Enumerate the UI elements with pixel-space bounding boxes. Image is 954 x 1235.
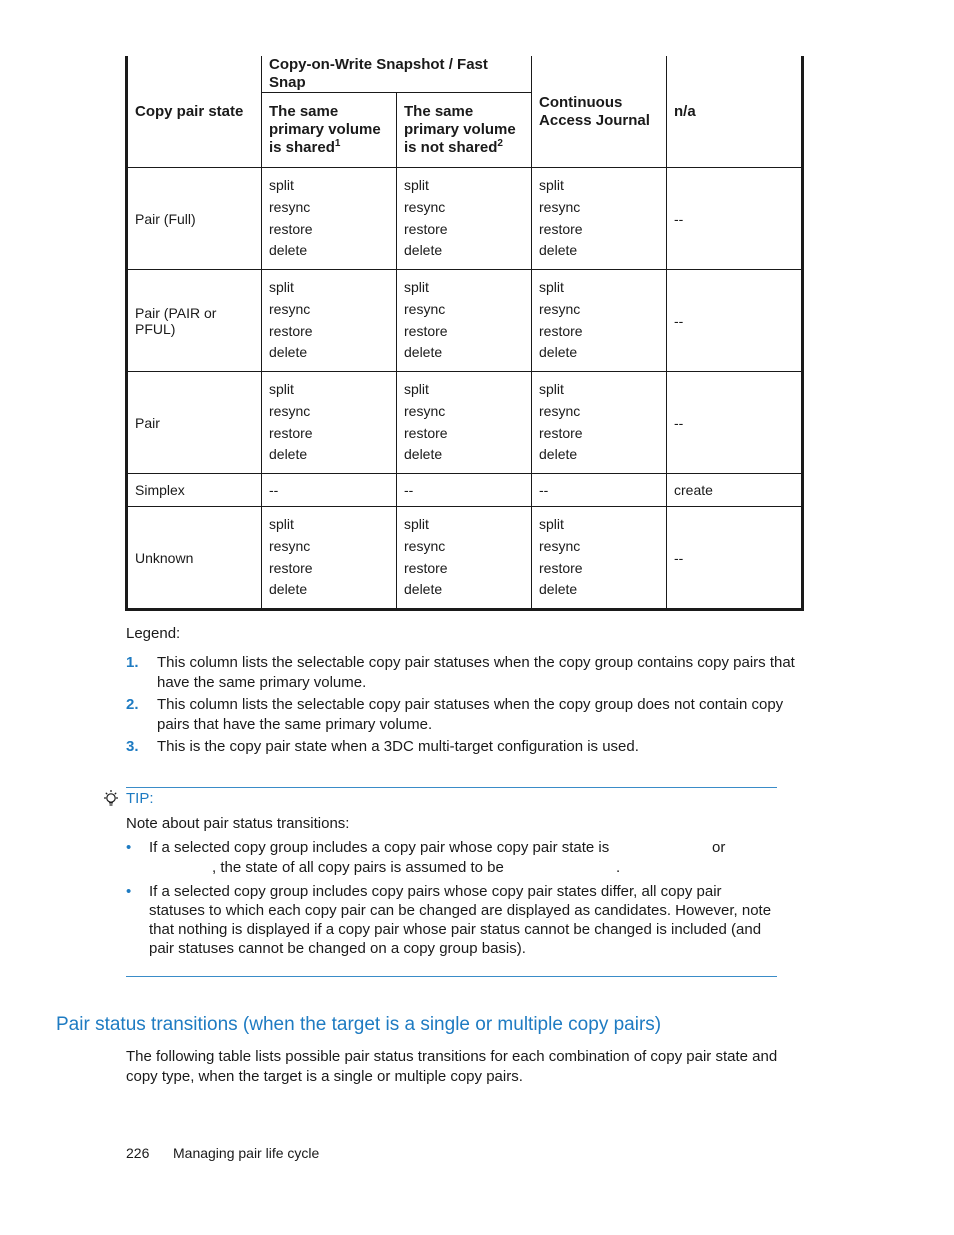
operation-label: resync <box>539 402 581 419</box>
legend-item <box>126 653 801 693</box>
page-number: 226 <box>126 1145 150 1161</box>
cell-same-primary-not-shared <box>397 507 532 610</box>
operation-label: split <box>539 381 564 398</box>
operation-label: restore <box>269 559 313 576</box>
operation-label: split <box>539 177 564 194</box>
operation-label: resync <box>269 300 311 317</box>
header-copy-pair-state: Copy pair state <box>127 56 262 168</box>
pair-status-table <box>125 56 804 611</box>
legend-item-text: This column lists the selectable copy pair statuses when the copy group contains copy pairs that have the same primary volume. <box>157 654 795 691</box>
header-cow-snapshot: Copy-on-Write Snapshot / Fast Snap <box>262 56 532 93</box>
cell-copy-pair-state: Unknown <box>127 507 262 610</box>
operation-label: delete <box>269 242 308 259</box>
operation-label: restore <box>404 424 448 441</box>
table-body <box>127 168 803 610</box>
legend-item-number: 1. <box>126 654 139 671</box>
operation-label: restore <box>539 322 583 339</box>
operation-label: resync <box>269 198 311 215</box>
cell-same-primary-shared: -- <box>262 474 397 507</box>
table-row <box>127 507 803 610</box>
footer-text: Managing pair life cycle <box>173 1145 320 1161</box>
cell-na: -- <box>667 372 803 474</box>
operation-label: restore <box>269 424 313 441</box>
operation-label: delete <box>404 344 443 361</box>
operation-label: resync <box>404 402 446 419</box>
operation-label: restore <box>539 424 583 441</box>
cell-copy-pair-state: Pair (Full) <box>127 168 262 270</box>
operation-label: restore <box>404 322 448 339</box>
operation-label: delete <box>539 446 578 463</box>
cell-same-primary-shared <box>262 507 397 610</box>
section-title: Pair status transitions (when the target is a single or multiple copy pairs) <box>56 1014 662 1035</box>
cell-same-primary-not-shared: -- <box>397 474 532 507</box>
operation-label: split <box>404 177 429 194</box>
operation-label: restore <box>269 322 313 339</box>
operation-label: restore <box>404 220 448 237</box>
operation-label: resync <box>404 300 446 317</box>
cell-same-primary-not-shared <box>397 270 532 372</box>
bullet-icon: • <box>126 839 132 856</box>
cell-caj <box>532 270 667 372</box>
legend-item-number: 3. <box>126 738 139 755</box>
table-row <box>127 474 803 507</box>
operation-label: split <box>404 279 429 296</box>
legend-item-text: This column lists the selectable copy pair statuses when the copy group does not contain copy pairs that have the same primary volume. <box>157 696 784 733</box>
legend-item-number: 2. <box>126 696 139 713</box>
tip-bullet-text: If a selected copy group includes copy pairs whose copy pair states differ, all copy pair statuses to which each copy pair can be changed are displayed as candidates. However, note that nothing is displayed if a copy pair whose pair status cannot be changed is included (and pair statuses cannot be changed on a copy group basis). <box>149 883 772 957</box>
tip-bullet-text-c: , the state of all copy pairs is assumed to be <box>212 859 504 876</box>
operation-label: split <box>269 516 294 533</box>
cell-na: -- <box>667 507 803 610</box>
tip-label: TIP: <box>126 790 154 807</box>
cell-caj <box>532 507 667 610</box>
operation-label: restore <box>269 220 313 237</box>
bullet-icon: • <box>126 883 132 900</box>
operation-label: resync <box>269 402 311 419</box>
cell-copy-pair-state: Simplex <box>127 474 262 507</box>
operation-label: delete <box>269 581 308 598</box>
cell-same-primary-not-shared <box>397 372 532 474</box>
cell-na: -- <box>667 168 803 270</box>
operation-label: delete <box>269 344 308 361</box>
table-row <box>127 372 803 474</box>
operation-label: restore <box>539 220 583 237</box>
operation-label: resync <box>539 300 581 317</box>
legend-item <box>126 737 801 757</box>
operation-label: split <box>404 381 429 398</box>
tip-bullet-text-b: or <box>712 839 726 856</box>
legend-label: Legend: <box>126 625 181 642</box>
operation-label: split <box>269 177 294 194</box>
header-caj: Continuous Access Journal <box>532 56 667 168</box>
operation-label: delete <box>269 446 308 463</box>
operation-label: resync <box>404 537 446 554</box>
cell-na: -- <box>667 270 803 372</box>
tip-top-rule <box>126 787 777 788</box>
operation-label: split <box>539 279 564 296</box>
operation-label: resync <box>539 198 581 215</box>
table-row <box>127 270 803 372</box>
cell-same-primary-shared <box>262 168 397 270</box>
cell-caj <box>532 372 667 474</box>
operation-label: restore <box>539 559 583 576</box>
cell-same-primary-shared <box>262 270 397 372</box>
tip-intro: Note about pair status transitions: <box>126 815 350 832</box>
tip-bullet <box>126 838 781 878</box>
operation-label: resync <box>269 537 311 554</box>
operation-label: delete <box>539 344 578 361</box>
section-body: The following table lists possible pair status transitions for each combination of copy pair state and copy type, when the target is a single or multiple copy pairs. <box>126 1048 778 1085</box>
operation-label: split <box>404 516 429 533</box>
operation-label: delete <box>404 242 443 259</box>
tip-bullet <box>126 882 781 958</box>
operation-label: restore <box>404 559 448 576</box>
operation-label: split <box>539 516 564 533</box>
cell-na: create <box>667 474 803 507</box>
tip-bullet-text-a: If a selected copy group includes a copy pair whose copy pair state is <box>149 839 610 856</box>
table-row <box>127 168 803 270</box>
cell-copy-pair-state: Pair (PAIR or PFUL) <box>127 270 262 372</box>
header-same-primary-not-shared: The same primary volume is not shared$^2$ <box>397 93 532 168</box>
legend-item-text: This is the copy pair state when a 3DC multi-target configuration is used. <box>157 738 639 755</box>
tip-bottom-rule <box>126 976 777 977</box>
operation-label: delete <box>404 581 443 598</box>
tip-bullet-text-d: . <box>616 859 621 876</box>
cell-caj <box>532 168 667 270</box>
lightbulb-icon <box>102 789 120 814</box>
operation-label: resync <box>404 198 446 215</box>
operation-label: resync <box>539 537 581 554</box>
header-na: n/a <box>667 56 803 168</box>
operation-label: split <box>269 381 294 398</box>
cell-same-primary-shared <box>262 372 397 474</box>
operation-label: split <box>269 279 294 296</box>
cell-copy-pair-state: Pair <box>127 372 262 474</box>
header-same-primary-shared: The same primary volume is shared$^1$ <box>262 93 397 168</box>
legend-item <box>126 695 801 735</box>
operation-label: delete <box>539 242 578 259</box>
cell-caj: -- <box>532 474 667 507</box>
operation-label: delete <box>404 446 443 463</box>
operation-label: delete <box>539 581 578 598</box>
cell-same-primary-not-shared <box>397 168 532 270</box>
